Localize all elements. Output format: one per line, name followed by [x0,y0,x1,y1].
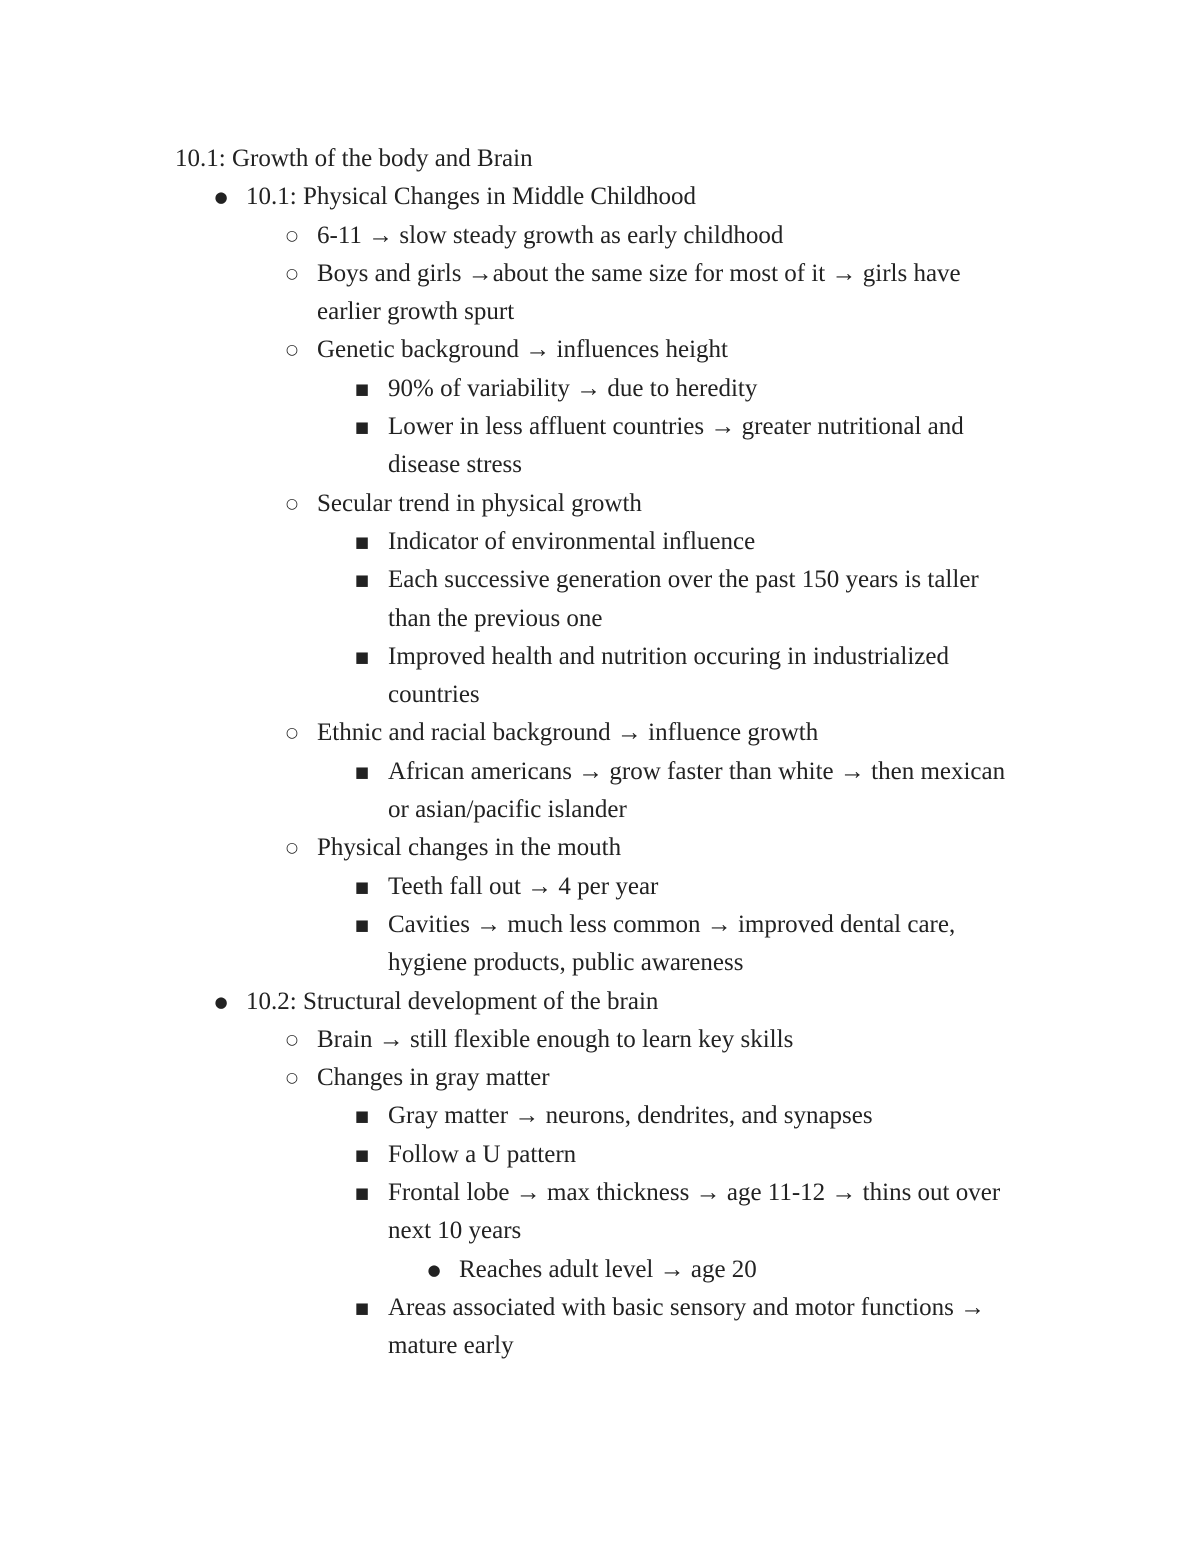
list-item [175,523,1025,561]
list-item-text: Changes in gray matter [317,1064,550,1092]
list-item [175,983,1025,1021]
list-item [175,1251,1025,1289]
bullet-level-1-icon: ● [214,188,228,207]
list-item [175,1097,1025,1135]
bullet-level-3-icon: ■ [354,647,370,666]
list-item-text: 10.1: Physical Changes in Middle Childhood [246,183,696,211]
list-item [175,485,1025,523]
list-item-text: 10.2: Structural development of the brain [246,987,659,1015]
bullet-level-3-icon: ■ [354,571,370,590]
bullet-level-1-icon: ● [214,992,228,1011]
bullet-level-3-icon: ■ [354,915,370,934]
bullet-level-2-icon: ○ [285,227,299,244]
list-item [175,408,1025,485]
bullet-level-3-icon: ■ [354,532,370,551]
list-item [175,829,1025,867]
list-item-text: Indicator of environmental influence [388,527,756,555]
list-item [175,331,1025,369]
list-item [175,255,1025,332]
list-item-text: Teeth fall out → 4 per year [388,872,659,900]
bullet-level-3-icon: ■ [354,379,370,398]
list-item [175,370,1025,408]
bullet-level-3-icon: ■ [354,1184,370,1203]
outline-list [175,178,1025,1365]
bullet-level-2-icon: ○ [285,725,299,742]
bullet-level-3-icon: ■ [354,418,370,437]
list-item-text: Genetic background → influences height [317,336,728,364]
list-item [175,178,1025,216]
document-title: 10.1: Growth of the body and Brain [175,145,533,172]
bullet-level-2-icon: ○ [285,1070,299,1087]
list-item-text: Ethnic and racial background → influence growth [317,719,819,747]
bullet-level-3-icon: ■ [354,762,370,781]
list-item-text: Reaches adult level → age 20 [459,1255,757,1283]
bullet-level-2-icon: ○ [285,840,299,857]
list-item [175,714,1025,752]
list-item [175,906,1025,983]
list-item-text: Areas associated with basic sensory and motor functions → mature early [388,1293,986,1360]
list-item-text: 6-11 → slow steady growth as early childhood [317,221,784,249]
list-item [175,1174,1025,1251]
list-item-text: Secular trend in physical growth [317,489,642,517]
list-item [175,1021,1025,1059]
list-item-text: Frontal lobe → max thickness → age 11-12 → thins out over next 10 years [388,1179,1001,1245]
list-item-text: Cavities → much less common → improved dental care, hygiene products, public awareness [388,910,956,977]
list-item-text: Boys and girls →about the same size for most of it → girls have earlier growth spurt [317,259,961,326]
list-item-text: Follow a U pattern [388,1140,577,1168]
list-item [175,638,1025,715]
bullet-level-2-icon: ○ [285,1031,299,1048]
list-item [175,1289,1025,1366]
bullet-level-2-icon: ○ [285,265,299,282]
bullet-level-3-icon: ■ [354,1145,370,1164]
list-item [175,561,1025,638]
list-item [175,868,1025,906]
bullet-level-3-icon: ■ [354,877,370,896]
list-item-text: Brain → still flexible enough to learn key skills [317,1025,794,1053]
list-item-text: Physical changes in the mouth [317,834,622,862]
list-item [175,217,1025,255]
list-item [175,753,1025,830]
list-item-text: Lower in less affluent countries → greater nutritional and disease stress [388,413,964,479]
list-item-text: African americans → grow faster than white → then mexican or asian/pacific islander [388,757,1006,824]
list-item-text: Gray matter → neurons, dendrites, and synapses [388,1102,873,1130]
bullet-level-2-icon: ○ [285,342,299,359]
list-item [175,1059,1025,1097]
bullet-level-4-icon: ● [427,1260,441,1279]
bullet-level-2-icon: ○ [285,495,299,512]
bullet-level-3-icon: ■ [354,1107,370,1126]
list-item-text: Each successive generation over the past 150 years is taller than the previous one [388,566,979,632]
list-item-text: Improved health and nutrition occuring in industrialized countries [388,642,949,709]
document-body [175,140,1025,1366]
list-item-text: 90% of variability → due to heredity [388,374,758,402]
bullet-level-3-icon: ■ [354,1298,370,1317]
list-item [175,1136,1025,1174]
